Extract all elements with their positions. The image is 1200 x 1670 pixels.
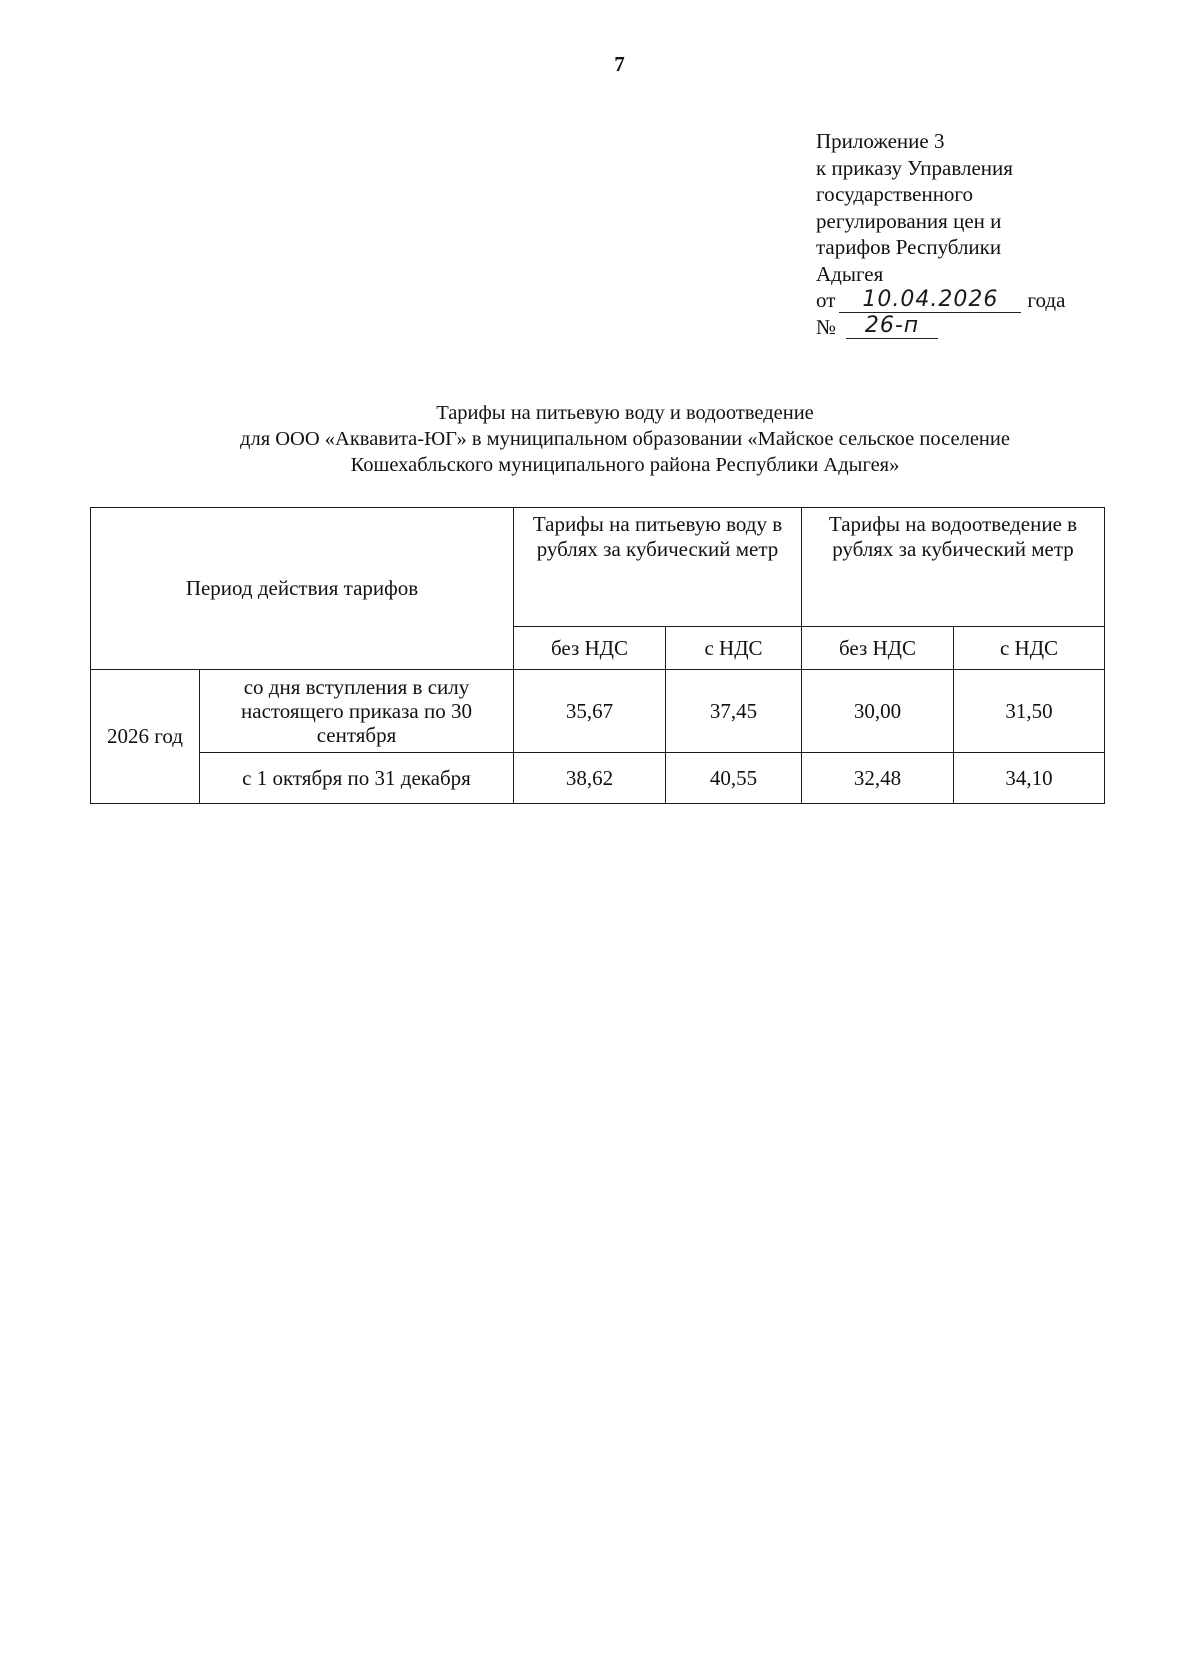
- subheader-sewage-with-vat: с НДС: [954, 627, 1105, 670]
- value-cell: 35,67: [514, 670, 666, 753]
- value-cell: 32,48: [802, 753, 954, 804]
- year-cell: 2026 год: [91, 670, 200, 804]
- appendix-line: государственного: [816, 182, 974, 206]
- subheader-sewage-no-vat: без НДС: [802, 627, 954, 670]
- date-prefix: от: [816, 288, 836, 312]
- handwritten-number: 26-п: [846, 314, 938, 339]
- header-sewage-tariff: Тарифы на водоотведение в рублях за кубический метр: [802, 508, 1105, 627]
- appendix-line: к приказу Управления: [816, 155, 1013, 180]
- value-cell: 31,50: [954, 670, 1105, 753]
- order-date-line: [816, 287, 1116, 314]
- order-number-line: [816, 314, 1116, 341]
- value-cell: 38,62: [514, 753, 666, 804]
- appendix-line: тарифов Республики: [816, 235, 1002, 259]
- document-title: [0, 400, 1200, 478]
- header-period: Период действия тарифов: [91, 508, 514, 670]
- header-water-tariff: Тарифы на питьевую воду в рублях за кубический метр: [514, 508, 802, 627]
- handwritten-date: 10.04.2026: [839, 288, 1021, 313]
- value-cell: 40,55: [666, 753, 802, 804]
- table-header-row: [91, 508, 1105, 627]
- subheader-water-with-vat: с НДС: [666, 627, 802, 670]
- period-cell: с 1 октября по 31 декабря: [200, 753, 514, 804]
- appendix-block: [816, 128, 1116, 340]
- period-cell: со дня вступления в силу настоящего приказа по 30 сентября: [200, 670, 514, 753]
- number-prefix: №: [816, 314, 837, 339]
- value-cell: 34,10: [954, 753, 1105, 804]
- page-number: 7: [614, 52, 626, 76]
- tariffs-table: [90, 507, 1105, 804]
- table-row: [91, 753, 1105, 804]
- appendix-line: регулирования цен и: [816, 208, 1002, 233]
- value-cell: 37,45: [666, 670, 802, 753]
- table-row: [91, 670, 1105, 753]
- title-line: Тарифы на питьевую воду и водоотведение: [436, 402, 814, 424]
- appendix-line: Адыгея: [816, 261, 884, 286]
- subheader-water-no-vat: без НДС: [514, 627, 666, 670]
- date-suffix: года: [1027, 288, 1066, 312]
- appendix-line: Приложение 3: [816, 129, 945, 153]
- title-line: для ООО «Аквавита-ЮГ» в муниципальном образовании «Майское сельское поселение: [240, 428, 1010, 450]
- title-line: Кошехабльского муниципального района Республики Адыгея»: [350, 454, 900, 476]
- value-cell: 30,00: [802, 670, 954, 753]
